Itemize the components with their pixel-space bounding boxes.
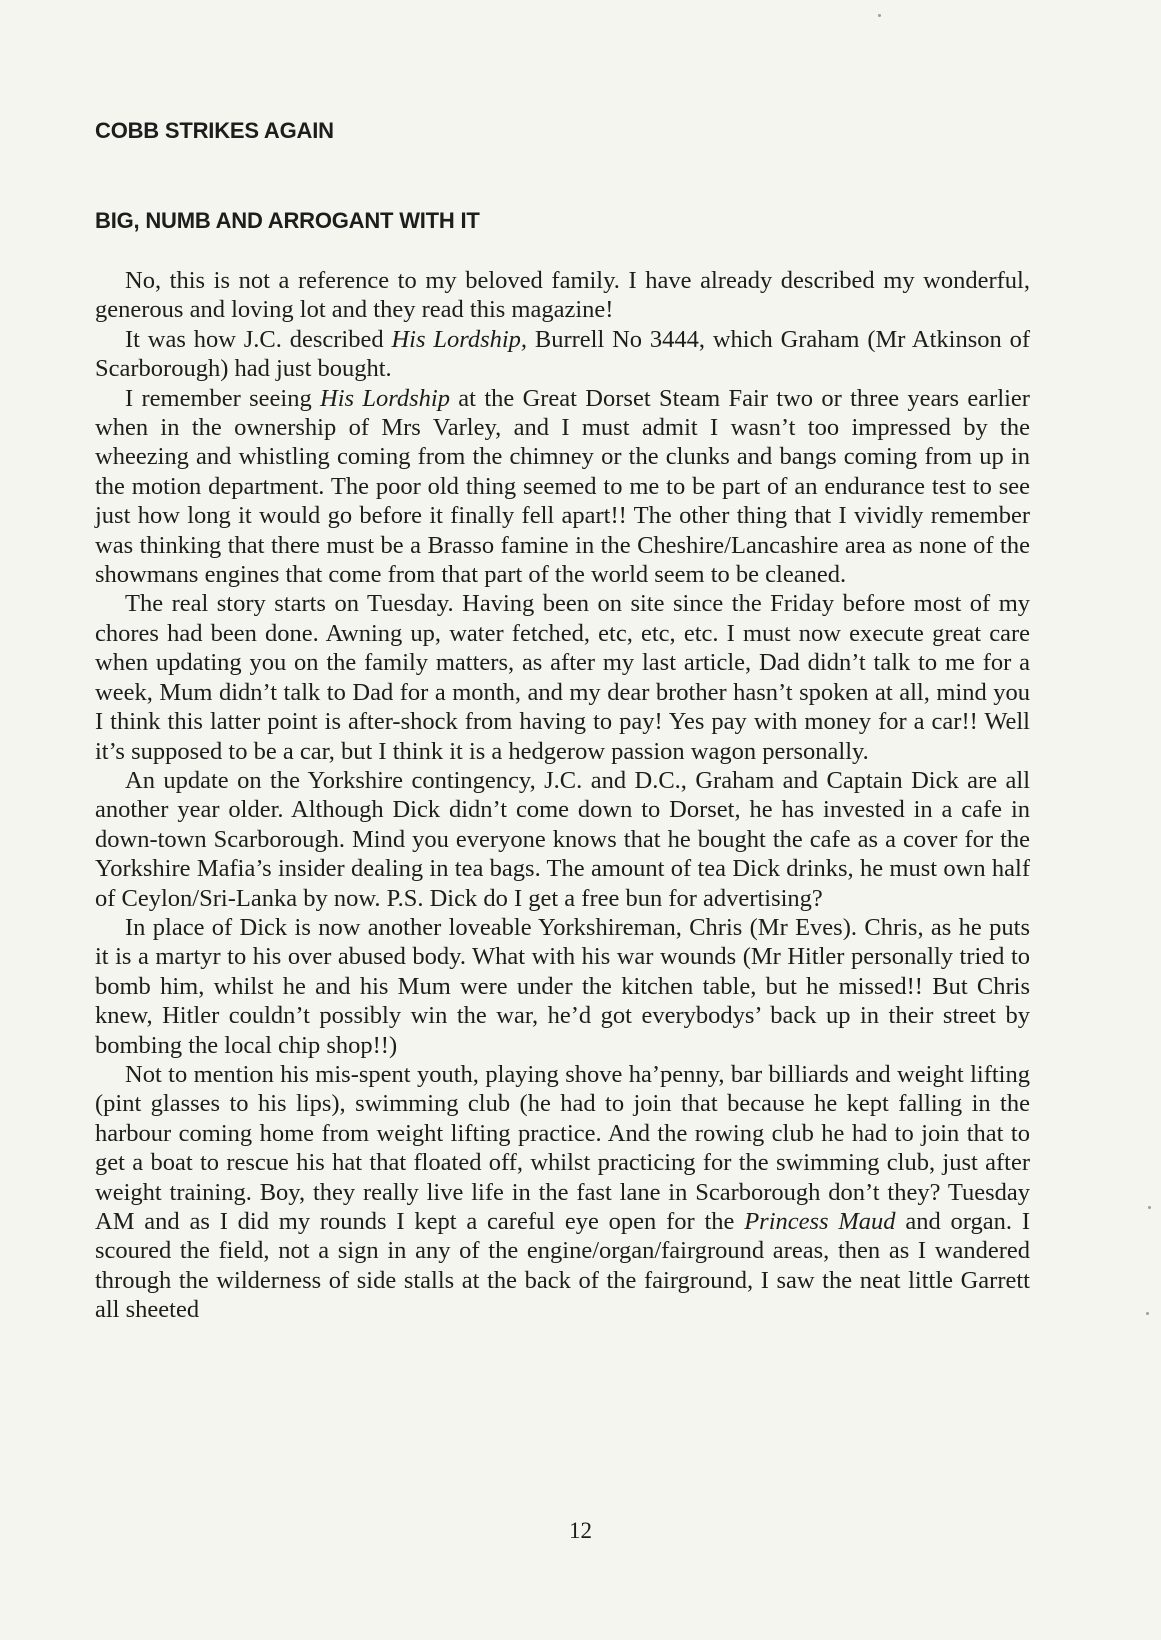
italic-text: His Lordship xyxy=(320,384,450,412)
paragraph xyxy=(95,325,1030,384)
article-title: COBB STRIKES AGAIN xyxy=(95,118,334,143)
italic-text: Princess Maud xyxy=(744,1208,896,1235)
article xyxy=(95,118,1030,1325)
text-run: The real story starts on Tuesday. Having been on site since the Friday before most of my chores had been done. Awning up, water fetched, etc, etc, etc. I must now execute great care when updating you on the family matters, as after my last article, Dad didn’t talk to me for a week, Mum didn’t talk to Dad for a month, and my dear brother hasn’t spoken at all, mind you I think this latter point is after-shock from having to pay! Yes pay with money for a car!! Well it’s supposed to be a car, but I think it is a hedgerow passion wagon personally. xyxy=(95,590,1030,765)
text-run: In place of Dick is now another loveable Yorkshireman, Chris (Mr Eves). Chris, as he puts it is a martyr to his over abused body. What with his war wounds (Mr Hitler personally tried to bomb him, whilst he and his Mum were under the kitchen table, but he missed!! But Chris knew, Hitler couldn’t possibly win the war, he’d got everybodys’ back up in their street by bombing the local chip shop!!) xyxy=(95,913,1030,1059)
italic-text: His Lordship, xyxy=(391,325,528,353)
paragraph xyxy=(95,1060,1030,1325)
text-run: No, this is not a reference to my beloved family. I have already described my wonderful, generous and loving lot and they read this magazine! xyxy=(95,267,1030,324)
paragraph xyxy=(95,384,1030,590)
text-run: and organ. I scoured the field, not a sign in any of the engine/organ/fairground areas, then as I wandered through the wilderness of side stalls at the back of the fairground, I saw the neat little Garrett all sheeted xyxy=(95,1208,1030,1324)
text-run: I remember seeing xyxy=(125,384,321,412)
article-body xyxy=(95,266,1030,1325)
scan-speck xyxy=(1148,1206,1151,1209)
text-run: Burrell No 3444, which Graham (Mr Atkinson of Scarborough) had just bought. xyxy=(95,325,1030,383)
article-subtitle: BIG, NUMB AND ARROGANT WITH IT xyxy=(95,208,480,233)
paragraph xyxy=(95,766,1030,913)
scan-speck xyxy=(1146,1312,1149,1315)
text-run: An update on the Yorkshire contingency, J.C. and D.C., Graham and Captain Dick are all another year older. Although Dick didn’t come down to Dorset, he has invested in a cafe in down-town Scarborough. Mind you everyone knows that he bought the cafe as a cover for the Yorkshire Mafia’s insider dealing in tea bags. The amount of tea Dick drinks, he must own half of Ceylon/Sri-Lanka by now. P.S. Dick do I get a free bun for advertising? xyxy=(95,766,1030,912)
text-run: It was how J.C. described xyxy=(125,325,392,353)
text-run: at the Great Dorset Steam Fair two or three years earlier when in the ownership of Mrs Varley, and I must admit I wasn’t too impressed by the wheezing and whistling coming from the chimney or the clunks and bangs coming from up in the motion department. The poor old thing seemed to me to be part of an endurance test to see just how long it would go before it finally fell apart!! The other thing that I vividly remember was thinking that there must be a Brasso famine in the Cheshire/Lancashire area as none of the showmans engines that come from that part of the world seem to be cleaned. xyxy=(95,384,1030,589)
paragraph xyxy=(95,266,1030,325)
text-run: Not to mention his mis-spent youth, playing shove ha’penny, bar billiards and weight lifting (pint glasses to his lips), swimming club (he had to join that because he kept falling in the harbour coming home from weight lifting practice. And the rowing club he had to join that to get a boat to rescue his hat that floated off, whilst practicing for the swimming club, just after weight training. Boy, they really live life in the fast lane in Scarborough don’t they? Tuesday AM and as I did my rounds I kept a careful eye open for the xyxy=(95,1060,1030,1235)
paragraph xyxy=(95,589,1030,765)
paragraph xyxy=(95,913,1030,1060)
scan-speck xyxy=(878,14,881,17)
page-number: 12 xyxy=(569,1518,592,1543)
